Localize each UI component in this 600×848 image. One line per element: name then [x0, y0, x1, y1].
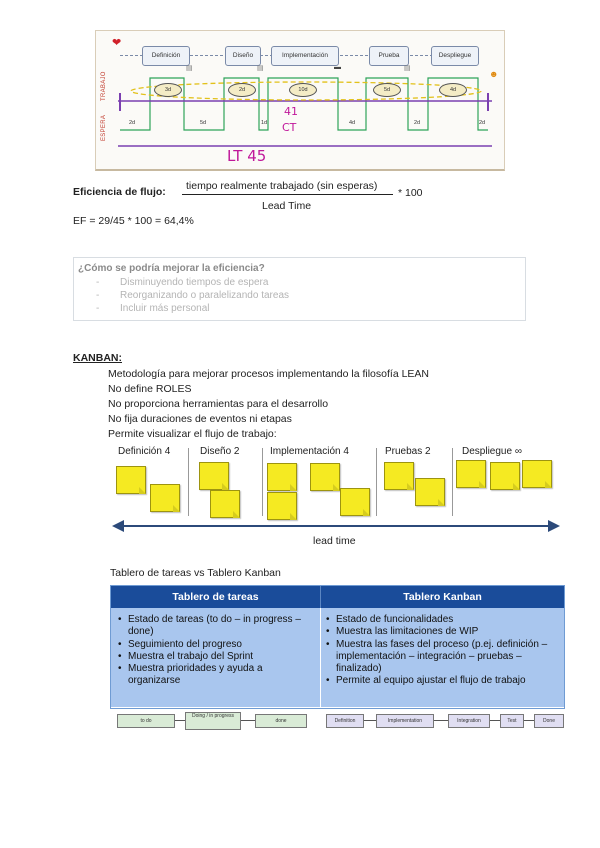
flow-box-todo: to do	[117, 714, 175, 728]
table-list-item: • Seguimiento del progreso	[117, 639, 314, 651]
wait-time-3: 1d	[261, 120, 268, 126]
arrow-right-head	[548, 520, 560, 532]
column-divider	[262, 448, 263, 516]
stage-prueba: Prueba	[369, 46, 409, 66]
sticky-note	[210, 490, 240, 518]
comparison-table	[110, 585, 565, 709]
wait-time-5: 2d	[414, 120, 421, 126]
formula-times: * 100	[398, 187, 423, 199]
sticky-note	[116, 466, 146, 494]
fraction-bar	[182, 194, 393, 195]
column-diseno: Diseño 2	[200, 446, 240, 457]
flow-box-definition: Definition	[326, 714, 364, 728]
improvement-item: - Reorganizando o paralelizando tareas	[96, 290, 290, 301]
flow-box-integration: Integration	[448, 714, 490, 728]
comparison-caption: Tablero de tareas vs Tablero Kanban	[110, 567, 281, 579]
table-list-item: • Estado de funcionalidades	[325, 614, 560, 626]
column-implementacion: Implementación 4	[270, 446, 349, 457]
handwritten-ct: CT	[282, 121, 297, 134]
flow-connector	[490, 720, 500, 721]
flow-connector	[434, 720, 448, 721]
work-wait-timeline	[96, 31, 504, 169]
work-time-prueba: 5d	[373, 83, 401, 97]
flow-connector	[524, 720, 534, 721]
cell-tablero-kanban	[321, 608, 564, 707]
column-divider	[188, 448, 189, 516]
table-list-item: • Muestra prioridades y ayuda a organizarse	[117, 663, 314, 688]
stage-implementacion: Implementación	[271, 46, 339, 66]
sticky-note	[267, 492, 297, 520]
document-icon: ▤	[404, 65, 411, 72]
formula-result: EF = 29/45 * 100 = 64,4%	[73, 215, 194, 227]
table-list-item: • Permite al equipo ajustar el flujo de trabajo	[325, 675, 560, 687]
stage-definicion: Definición	[142, 46, 190, 66]
cell-tablero-tareas	[111, 608, 320, 707]
work-time-definicion: 3d	[154, 83, 182, 97]
kanban-line: Metodología para mejorar procesos implementando la filosofía LEAN	[108, 368, 430, 380]
document-icon: ▤	[186, 65, 193, 72]
sticky-note	[150, 484, 180, 512]
arrow-left-head	[112, 520, 124, 532]
column-divider	[376, 448, 377, 516]
kanban-line: No fija duraciones de eventos ni etapas	[108, 413, 292, 425]
flow-box-test: Test	[500, 714, 524, 728]
column-divider	[452, 448, 453, 516]
lead-time-label: lead time	[313, 535, 356, 547]
handwritten-lt: LT 45	[227, 147, 267, 165]
sticky-note	[267, 463, 297, 491]
label-trabajo: TRABAJO	[101, 71, 107, 101]
work-time-diseno: 2d	[228, 83, 256, 97]
table-list-item: • Muestra el trabajo del Sprint	[117, 651, 314, 663]
sticky-note	[199, 462, 229, 490]
header-tablero-kanban: Tablero Kanban	[321, 586, 564, 608]
document-icon: ▤	[257, 65, 264, 72]
sticky-note	[340, 488, 370, 516]
table-list-item: • Muestra las limitaciones de WIP	[325, 626, 560, 638]
sticky-note	[310, 463, 340, 491]
work-time-implementacion: 10d	[289, 83, 317, 97]
improvement-item: - Disminuyendo tiempos de espera	[96, 277, 269, 288]
wait-time-4: 4d	[349, 120, 356, 126]
sticky-note	[490, 462, 520, 490]
column-definicion: Definición 4	[118, 446, 171, 457]
formula-label: Eficiencia de flujo:	[73, 186, 166, 198]
flow-box-implementation: Implementation	[376, 714, 434, 728]
wait-time-2: 5d	[200, 120, 207, 126]
sticky-note	[384, 462, 414, 490]
stage-diseno: Diseño	[225, 46, 261, 66]
kanban-heading: KANBAN:	[73, 352, 122, 364]
flow-connector	[175, 720, 185, 721]
kanban-line: No define ROLES	[108, 383, 192, 395]
flow-box-doing: Doing / in progress	[185, 712, 241, 730]
column-despliegue: Despliegue ∞	[462, 446, 522, 457]
label-espera: ESPERA	[101, 114, 107, 141]
flow-connector	[241, 720, 255, 721]
header-tablero-tareas: Tablero de tareas	[111, 586, 320, 608]
sticky-note	[456, 460, 486, 488]
column-pruebas: Pruebas 2	[385, 446, 431, 457]
flow-box-done: Done	[534, 714, 564, 728]
formula-numerator: tiempo realmente trabajado (sin esperas)	[186, 180, 378, 192]
formula-denominator: Lead Time	[262, 200, 312, 212]
table-list-item: • Estado de tareas (to do – in progress – done)	[117, 614, 314, 639]
computer-icon: ▬	[334, 64, 341, 71]
work-time-despliegue: 4d	[439, 83, 467, 97]
lead-time-arrow	[112, 518, 560, 534]
flow-box-done: done	[255, 714, 307, 728]
improvement-box	[73, 257, 526, 321]
kanban-line: No proporciona herramientas para el desarrollo	[108, 398, 329, 410]
wait-time-1: 2d	[129, 120, 136, 126]
heart-icon: ❤	[112, 37, 122, 49]
handwritten-41: 41	[284, 105, 298, 118]
improvement-item: - Incluir más personal	[96, 303, 210, 314]
smiley-icon: ☻	[489, 69, 499, 79]
improvement-question: ¿Cómo se podría mejorar la eficiencia?	[78, 263, 265, 274]
wait-time-6: 2d	[479, 120, 486, 126]
table-list-item: • Muestra las fases del proceso (p.ej. definición – implementación – integración – pruebas – finalizado)	[325, 639, 560, 676]
value-stream-diagram	[95, 30, 505, 171]
sticky-note	[415, 478, 445, 506]
sticky-note	[522, 460, 552, 488]
kanban-line: Permite visualizar el flujo de trabajo:	[108, 428, 277, 440]
stage-despliegue: Despliegue	[431, 46, 479, 66]
flow-connector	[364, 720, 376, 721]
